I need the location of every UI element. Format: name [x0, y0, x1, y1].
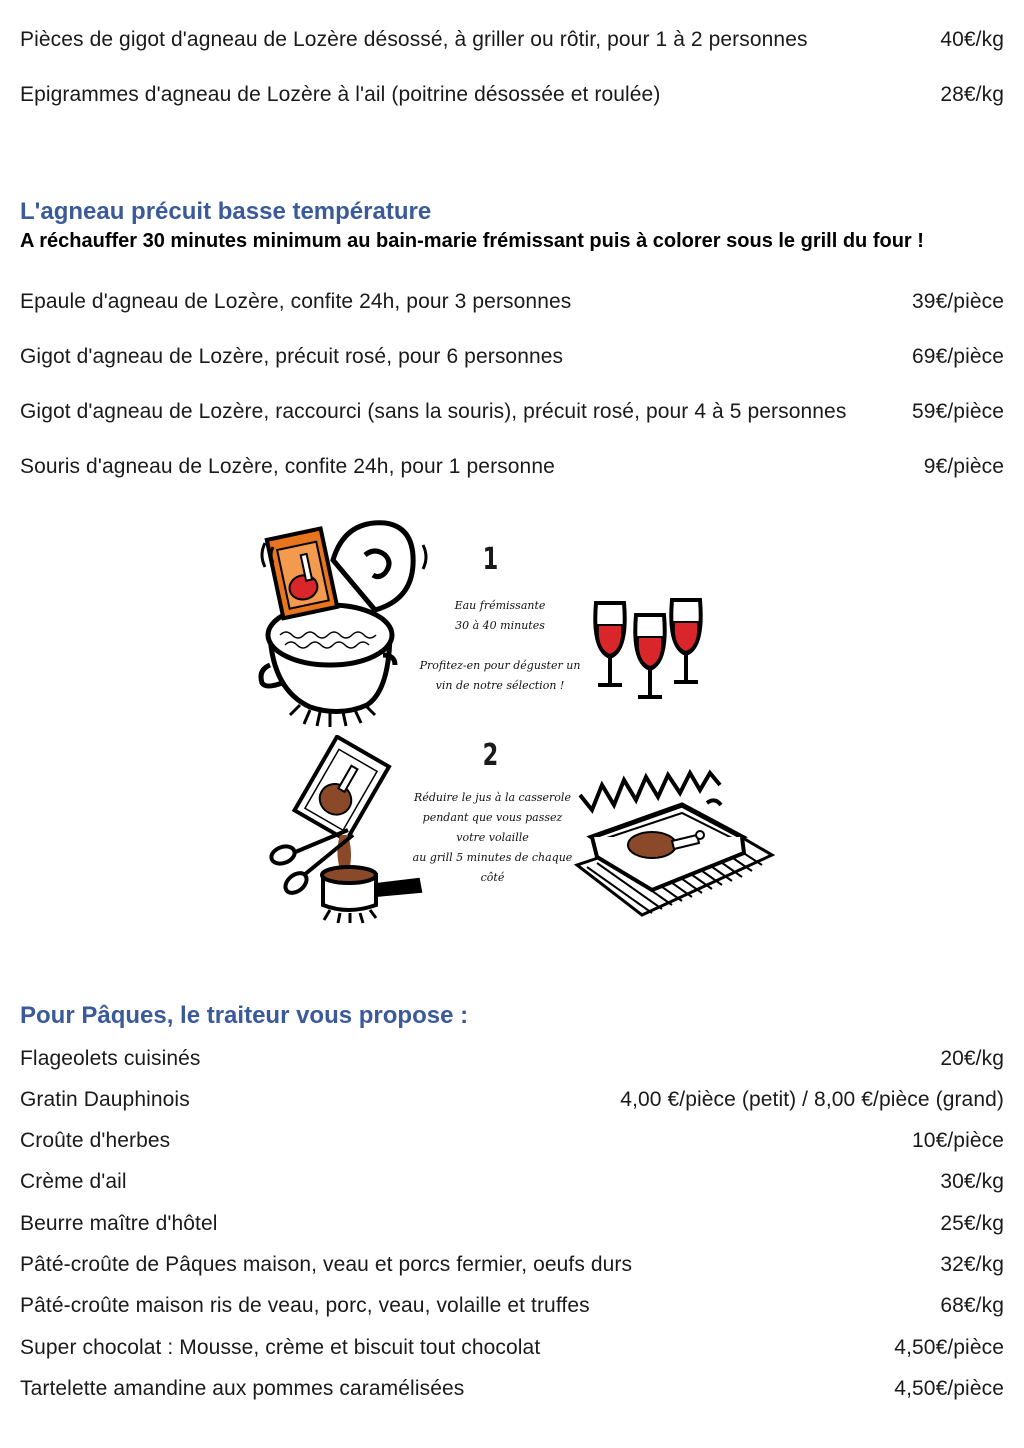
grill-dish-icon: [572, 765, 777, 920]
item-price: 69€/pièce: [912, 345, 1004, 368]
menu-item: [20, 400, 1004, 424]
menu-item: [20, 1253, 1004, 1277]
item-label: Flageolets cuisinés: [20, 1047, 201, 1070]
step1-line: vin de notre sélection !: [435, 679, 565, 692]
section-title-precuit: L'agneau précuit basse température: [20, 198, 432, 225]
item-price: 59€/pièce: [912, 400, 1004, 423]
menu-item: [20, 1047, 1004, 1071]
scissors-bag-saucepan-icon: [268, 735, 428, 925]
item-price: 28€/kg: [940, 83, 1004, 106]
menu-item: [20, 1129, 1004, 1153]
menu-item: [20, 455, 1004, 479]
section-title-paques: Pour Pâques, le traiteur vous propose :: [20, 1002, 469, 1029]
item-label: Gratin Dauphinois: [20, 1088, 190, 1111]
wine-glasses-icon: [588, 595, 713, 705]
item-label: Pâté-croûte de Pâques maison, veau et porcs fermier, oeufs durs: [20, 1253, 633, 1276]
item-label: Gigot d'agneau de Lozère, précuit rosé, pour 6 personnes: [20, 345, 564, 368]
item-label: Croûte d'herbes: [20, 1129, 171, 1152]
item-price: 4,00 €/pièce (petit) / 8,00 €/pièce (grand): [620, 1088, 1004, 1111]
menu-item: [20, 1377, 1004, 1401]
step2-line: pendant que vous passez: [422, 811, 563, 824]
menu-item: [20, 1170, 1004, 1194]
item-label: Epigrammes d'agneau de Lozère à l'ail (poitrine désossée et roulée): [20, 83, 661, 106]
step2-line: au grill 5 minutes de chaque: [412, 851, 573, 864]
step-number-1: 1: [482, 542, 499, 577]
item-price: 20€/kg: [940, 1047, 1004, 1070]
step2-text: [410, 788, 575, 888]
step1-line: 30 à 40 minutes: [455, 619, 545, 632]
menu-item: [20, 83, 1004, 107]
item-price: 4,50€/pièce: [894, 1377, 1004, 1400]
menu-item: [20, 1294, 1004, 1318]
item-label: Crème d'ail: [20, 1170, 127, 1193]
menu-item: [20, 28, 1004, 52]
section-subtitle-precuit: A réchauffer 30 minutes minimum au bain-marie frémissant puis à colorer sous le grill du four !: [20, 230, 924, 252]
step-number-2: 2: [482, 738, 499, 773]
item-label: Epaule d'agneau de Lozère, confite 24h, pour 3 personnes: [20, 290, 572, 313]
pot-bainmarie-icon: [255, 515, 435, 730]
item-price: 10€/pièce: [912, 1129, 1004, 1152]
item-label: Tartelette amandine aux pommes caramélisées: [20, 1377, 465, 1400]
item-label: Gigot d'agneau de Lozère, raccourci (sans la souris), précuit rosé, pour 4 à 5 personnes: [20, 400, 847, 423]
item-label: Beurre maître d'hôtel: [20, 1212, 218, 1235]
menu-item: [20, 345, 1004, 369]
menu-item: [20, 1088, 1004, 1112]
step1-line: Profitez-en pour déguster un: [419, 659, 581, 672]
menu-item: [20, 1212, 1004, 1236]
item-label: Pâté-croûte maison ris de veau, porc, veau, volaille et truffes: [20, 1294, 590, 1317]
item-price: 30€/kg: [940, 1170, 1004, 1193]
item-price: 4,50€/pièce: [894, 1336, 1004, 1359]
item-label: Super chocolat : Mousse, crème et biscuit tout chocolat: [20, 1336, 541, 1359]
step2-line: côté: [480, 871, 505, 884]
item-label: Pièces de gigot d'agneau de Lozère désossé, à griller ou rôtir, pour 1 à 2 personnes: [20, 28, 808, 51]
step1-text: [415, 596, 585, 696]
item-label: Souris d'agneau de Lozère, confite 24h, pour 1 personne: [20, 455, 555, 478]
step1-line: Eau frémissante: [454, 599, 546, 612]
item-price: 25€/kg: [940, 1212, 1004, 1235]
step2-line: Réduire le jus à la casserole: [414, 791, 571, 804]
step2-line: votre volaille: [456, 831, 529, 844]
item-price: 9€/pièce: [923, 455, 1004, 478]
menu-item: [20, 1336, 1004, 1360]
item-price: 32€/kg: [940, 1253, 1004, 1276]
item-price: 40€/kg: [940, 28, 1004, 51]
item-price: 68€/kg: [940, 1294, 1004, 1317]
menu-item: [20, 290, 1004, 314]
item-price: 39€/pièce: [912, 290, 1004, 313]
